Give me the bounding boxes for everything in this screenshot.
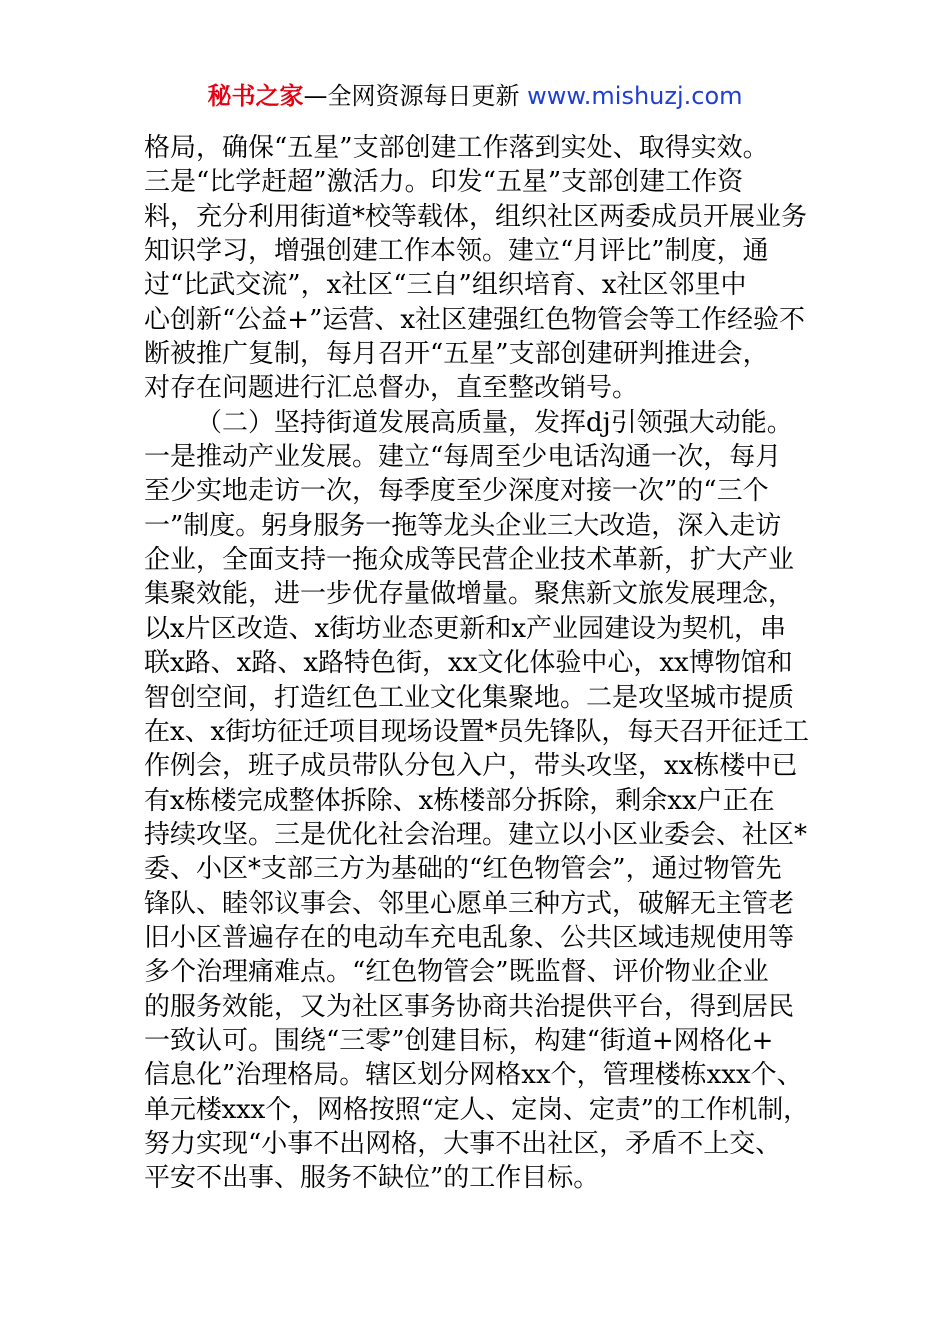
text-line: 至少实地走访一次，每季度至少深度对接一次”的“三个: [144, 476, 769, 507]
text-line: 旧小区普遍存在的电动车充电乱象、公共区域违规使用等: [144, 922, 795, 953]
text-line: 多个治理痛难点。“红色物管会”既监督、评价物业企业: [144, 957, 769, 988]
text-line: 三是“比学赶超”激活力。印发“五星”支部创建工作资: [144, 167, 744, 198]
text-line: 有x栋楼完成整体拆除、x栋楼部分拆除，剩余xx户正在: [144, 785, 775, 816]
text-line: 平安不出事、服务不缺位”的工作目标。: [144, 1163, 600, 1194]
text-line: 持续攻坚。三是优化社会治理。建立以小区业委会、社区*: [144, 819, 808, 850]
text-line: 企业，全面支持一拖众成等民营企业技术革新，扩大产业: [144, 545, 795, 576]
text-line: 作例会，班子成员带队分包入户，带头攻坚，xx栋楼中已: [144, 751, 798, 782]
text-line: 一是推动产业发展。建立“每周至少电话沟通一次，每月: [144, 442, 782, 473]
header-tagline: —全网资源每日更新: [303, 82, 528, 110]
site-url-link[interactable]: www.mishuzj.com: [527, 82, 743, 110]
text-line: 一致认可。围绕“三零”创建目标，构建“街道+网格化+: [144, 1025, 774, 1056]
text-line: 知识学习，增强创建工作本领。建立“月评比”制度，通: [144, 236, 769, 267]
text-line: 联x路、x路、x路特色街，xx文化体验中心，xx博物馆和: [144, 648, 793, 679]
text-line: 集聚效能，进一步优存量做增量。聚焦新文旅发展理念，: [144, 579, 795, 610]
section-heading: （二）坚持街道发展高质量，发挥dj引领强大动能。: [196, 407, 793, 438]
text-line: 单元楼xxx个，网格按照“定人、定岗、定责”的工作机制，: [144, 1094, 809, 1125]
text-line: 锋队、睦邻议事会、邻里心愿单三种方式，破解无主管老: [144, 888, 795, 919]
text-line: 一”制度。躬身服务一拖等龙头企业三大改造，深入走访: [144, 510, 782, 541]
text-line: 智创空间，打造红色工业文化集聚地。二是攻坚城市提质: [144, 682, 795, 713]
site-header: [0, 81, 950, 111]
text-line: 过“比武交流”，x社区“三自”组织培育、x社区邻里中: [144, 270, 747, 301]
brand-name: 秘书之家: [207, 82, 304, 110]
text-line: 格局，确保“五星”支部创建工作落到实处、取得实效。: [144, 133, 769, 163]
text-line: 的服务效能，又为社区事务协商共治提供平台，得到居民: [144, 991, 795, 1022]
document-body: [144, 131, 809, 1196]
text-line: 委、小区*支部三方为基础的“红色物管会”，通过物管先: [144, 854, 782, 885]
text-line: 在x、x街坊征迁项目现场设置*员先锋队，每天召开征迁工: [144, 716, 809, 747]
text-line: 以x片区改造、x街坊业态更新和x产业园建设为契机，串: [144, 613, 786, 644]
text-line: 断被推广复制，每月召开“五星”支部创建研判推进会，: [144, 339, 769, 370]
text-line: 料，充分利用街道*校等载体，组织社区两委成员开展业务: [144, 201, 808, 232]
text-line: 心创新“公益+”运营、x社区建强红色物管会等工作经验不: [144, 304, 806, 335]
text-line: 信息化”治理格局。辖区划分网格xx个，管理楼栋xxx个、: [144, 1060, 803, 1091]
text-line: 对存在问题进行汇总督办，直至整改销号。: [144, 373, 639, 404]
text-line: 努力实现“小事不出网格，大事不出社区，矛盾不上交、: [144, 1128, 782, 1159]
